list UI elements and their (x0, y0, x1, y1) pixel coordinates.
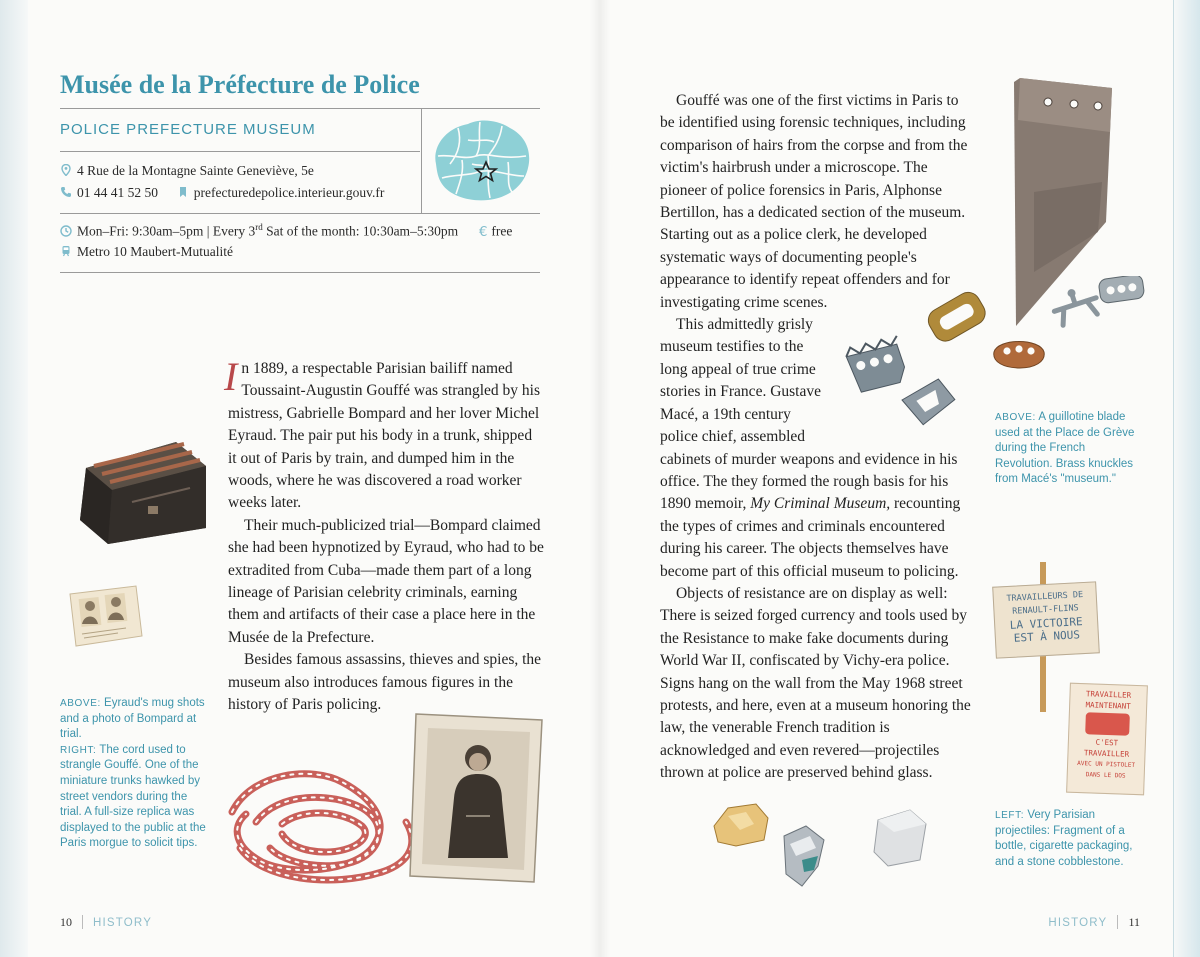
sign1-line-2: LA VICTOIRE (1009, 615, 1083, 632)
left-caption-right-text: The cord used to strangle Gouffé. One of the miniature trunks hawked by street vendors during the trial. A full-size replica was displayed to the public at the Paris morgue to solicit tips. (60, 743, 206, 850)
left-section-label: HISTORY (93, 917, 153, 929)
metro-text: Metro 10 Maubert-Mutualité (77, 244, 233, 259)
right-caption-above-label: ABOVE: (995, 412, 1036, 423)
bottle-fragment (714, 804, 768, 846)
page-title: Musée de la Préfecture de Police (60, 70, 420, 99)
book-gutter (590, 0, 610, 957)
right-page-edge (1173, 0, 1200, 957)
right-paragraph-2-text: cabinets of murder weapons and evidence in his office. The they formed the rough basis for his 1890 memoir, (660, 450, 958, 513)
address-line (60, 163, 314, 179)
subtitle-rule (60, 151, 420, 152)
cord-illustration (222, 752, 422, 890)
left-caption-right-label: RIGHT: (60, 744, 97, 756)
drop-cap: I (224, 354, 238, 399)
paris-arrondissement-map (428, 116, 534, 204)
left-paragraph-1-text: n 1889, a respectable Parisian bailiff named Toussaint-Augustin Gouffé was strangled by his mistress, Gabrielle Bompard and her lover Michel Eyraud. The pair put his body in a trunk, shipped it out of Paris by train, and dumped him in the woods, where he was discovered a road worker weeks later. (228, 360, 541, 512)
hours-text-start: Mon–Fri: 9:30am–5pm | Every 3 (77, 223, 256, 239)
sign2-line-5: DANS LE DOS (1085, 771, 1126, 780)
sign2-line-4: AVEC UN PISTOLET (1077, 759, 1136, 769)
euro-icon: € (478, 223, 488, 240)
bookmark-icon (177, 186, 189, 198)
right-footer (1048, 915, 1140, 930)
right-paragraph-2-text-end: recounting the types of crimes and criminals encountered during his career. The objects themselves have become part of this official museum to policing. (660, 495, 961, 580)
right-caption-top (995, 410, 1143, 488)
title-rule (60, 108, 540, 109)
raised-fist-figure (1085, 712, 1130, 736)
sign1-line-0: TRAVAILLEURS DE (1006, 590, 1084, 605)
left-paragraph-3: Besides famous assassins, thieves and spies, the museum also introduces famous figures in the history of Paris policing. (228, 651, 542, 714)
sign2-line-2: C'EST (1095, 737, 1119, 748)
right-caption-bottom (995, 808, 1143, 870)
right-paragraph-3: Objects of resistance are on display as well: There is seized forged currency and tools used by the Resistance to make fake documents during World War II, confiscated by Vichy-era police. Signs hang on the wall from the May 1968 street protests, and here, even at a museum honoring the law, the venerable French tradition is acknowledged and even revered—projectiles thrown at police are preserved behind glass. (660, 584, 971, 782)
sign2-line-1: MAINTENANT (1085, 700, 1131, 711)
right-caption-left-label: LEFT: (995, 810, 1025, 821)
right-paragraph-2-narrow-1: museum testifies to the (660, 338, 804, 356)
cigarette-packaging (784, 826, 824, 886)
left-footer (60, 915, 152, 930)
info-rule (60, 213, 540, 214)
sign1-line-1: RENAULT-FLINS (1011, 603, 1079, 617)
price-text: free (491, 223, 513, 239)
left-page-edge (0, 0, 28, 957)
book-title: My Criminal Museum, (750, 495, 891, 513)
left-body-text (224, 354, 544, 717)
hours-line (60, 222, 512, 240)
left-footer-divider (82, 915, 83, 929)
left-caption-above-text: Eyraud's mug shots and a photo of Bompard at trial. (60, 697, 205, 741)
right-footer-divider (1117, 915, 1118, 929)
location-pin-icon (60, 164, 72, 176)
sign2-line-0: TRAVAILLER (1085, 689, 1132, 700)
page-subtitle: POLICE PREFECTURE MUSEUM (60, 121, 316, 138)
projectiles-illustration (706, 796, 946, 896)
right-paragraph-2-narrow-5: police chief, assembled (660, 428, 806, 446)
trunk-illustration (72, 432, 212, 548)
clock-icon (60, 225, 72, 237)
address-text: 4 Rue de la Montagne Sainte Geneviève, 5e (77, 163, 314, 178)
left-paragraph-2: Their much-publicized trial—Bompard claimed she had been hypnotized by Eyraud, who had to be extradited from Cuba—made them part of a long lineage of Parisian celebrity criminals, earning them and artifacts of their case a place here in the Musée de la Prefecture. (228, 516, 544, 646)
sign2-line-3: TRAVAILLER (1083, 748, 1130, 759)
metro-line (60, 244, 233, 260)
cobblestone (874, 810, 926, 866)
hours-text-sup: rd (255, 222, 263, 232)
right-section-label: HISTORY (1048, 917, 1108, 929)
website-link[interactable]: prefecturedepolice.interieur.gouv.fr (193, 185, 385, 200)
left-caption-above-label: ABOVE: (60, 698, 101, 709)
right-caption-left-text: Very Parisian projectiles: Fragment of a bottle, cigarette packaging, and a stone cobblestone. (995, 809, 1133, 868)
phone-icon (60, 186, 72, 198)
mugshot-illustration (66, 584, 146, 648)
header-bottom-rule (60, 272, 540, 273)
sign1-line-3: EST À NOUS (1013, 628, 1081, 645)
right-page-number: 11 (1128, 915, 1140, 929)
right-paragraph-2-narrow-0: This admittedly grisly (676, 316, 813, 334)
map-divider (421, 108, 422, 213)
right-paragraph-1: Gouffé was one of the first victims in Paris to be identified using forensic techniques, including comparison of hairs from the corpse and from the victim's hairbrush under a microscope. The pioneer of police forensics in Paris, Alphonse Bertillon, has a dedicated section of the museum. Starting out as a police clerk, he developed systematic ways of documenting people's appearance to identify repeat offenders and for investigating crime scenes. (660, 92, 968, 311)
right-paragraph-2-narrow-4: Macé, a 19th century (660, 405, 791, 423)
left-page-number: 10 (60, 915, 72, 929)
right-caption-above-text: A guillotine blade used at the Place de Grève during the French Revolution. Brass knuckles from Macé's "museum." (995, 411, 1135, 486)
left-caption (60, 696, 212, 852)
left-paragraph-1 (224, 354, 544, 515)
protest-sign-renault (992, 581, 1100, 658)
hours-text-end: Sat of the month: 10:30am–5:30pm (262, 223, 459, 239)
bompard-photo-illustration (408, 708, 552, 888)
metro-train-icon (60, 245, 72, 257)
contact-line (60, 185, 384, 201)
right-paragraph-2-narrow-2: long appeal of true crime (660, 360, 816, 378)
protest-sign-travailler (1066, 683, 1148, 796)
phone-text: 01 44 41 52 50 (77, 185, 158, 200)
right-paragraph-2-narrow-3: stories in France. Gustave (660, 383, 821, 401)
